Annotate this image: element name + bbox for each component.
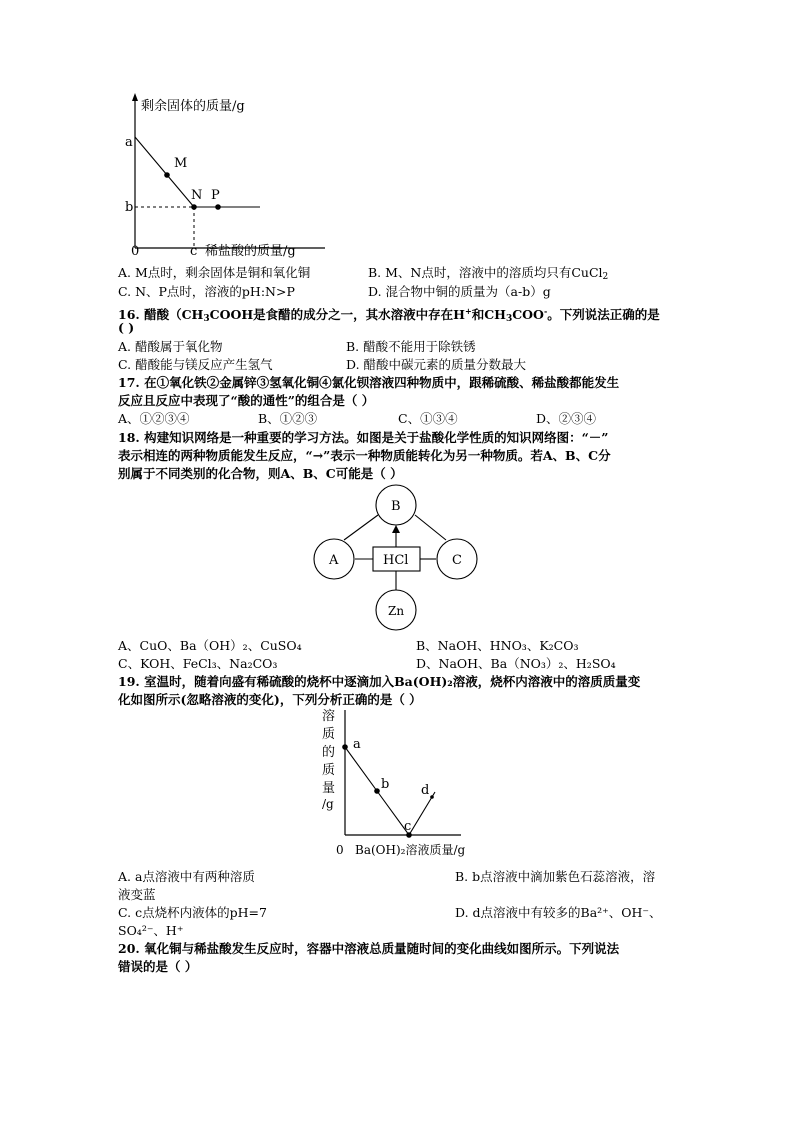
node-c-label: C bbox=[452, 553, 462, 568]
point-b bbox=[374, 788, 380, 794]
label-M: M bbox=[174, 156, 188, 171]
point-a bbox=[342, 744, 348, 750]
ylabel-6: /g bbox=[322, 797, 334, 811]
q16-s6: 3 bbox=[505, 314, 513, 324]
q20-stem-line2: 错误的是（ ） bbox=[118, 959, 198, 974]
q18-option-d: D、NaOH、Ba（NO₃）₂、H₂SO₄ bbox=[416, 656, 616, 671]
q15-option-a: A. M点时，剩余固体是铜和氧化铜 bbox=[118, 265, 311, 280]
label-origin: 0 bbox=[131, 244, 140, 259]
q16-s9: 。下列说法正确的是 bbox=[547, 307, 660, 322]
y-axis-label: 剩余固体的质量/g bbox=[141, 99, 245, 114]
x-axis-label: 稀盐酸的质量/g bbox=[205, 244, 296, 259]
q16-option-d: D. 醋酸中碳元素的质量分数最大 bbox=[346, 357, 527, 372]
q16-option-c: C. 醋酸能与镁反应产生氢气 bbox=[118, 357, 273, 372]
link-b-c bbox=[415, 515, 446, 540]
q16-s3: COOH是食醋的成分之一，其水溶液中存在H bbox=[209, 307, 465, 322]
label-a: a bbox=[125, 135, 133, 150]
q16-stem-line1 bbox=[118, 303, 660, 327]
q15-option-b bbox=[368, 265, 608, 285]
label-c: c bbox=[404, 819, 412, 834]
ylabel-3: 的 bbox=[322, 745, 336, 760]
label-P: P bbox=[211, 188, 220, 203]
curve-descending bbox=[135, 137, 194, 207]
q15-option-d: D. 混合物中铜的质量为（a-b）g bbox=[368, 284, 551, 299]
q19-option-c: C. c点烧杯内液体的pH=7 bbox=[118, 905, 267, 920]
q18-option-a: A、CuO、Ba（OH）₂、CuSO₄ bbox=[118, 638, 302, 653]
chart-remaining-solid bbox=[110, 90, 330, 265]
point-d bbox=[430, 795, 434, 799]
label-a: a bbox=[353, 737, 361, 752]
point-M bbox=[164, 172, 170, 178]
link-a-b bbox=[344, 515, 378, 540]
q16-s4: + bbox=[464, 306, 472, 316]
label-b: b bbox=[381, 777, 390, 792]
q17-option-d: D、②③④ bbox=[536, 411, 597, 426]
q17-stem-line1: 17. 在①氧化铁②金属锌③氢氧化铜④氯化钡溶液四种物质中，跟稀硫酸、稀盐酸都能发生 bbox=[118, 375, 620, 390]
q19-option-d-line2: SO₄²⁻、H⁺ bbox=[118, 923, 184, 938]
ylabel-1: 溶 bbox=[322, 709, 336, 724]
ylabel-4: 质 bbox=[322, 763, 336, 778]
q17-option-a: A、①②③④ bbox=[118, 411, 190, 426]
q15-option-b-text: B. M、N点时，溶液中的溶质均只有CuCl bbox=[368, 265, 603, 280]
q16-s5: 和CH bbox=[471, 307, 506, 322]
q17-option-b: B、①②③ bbox=[258, 411, 318, 426]
q19-option-b-line2: 液变蓝 bbox=[118, 887, 156, 902]
q16-s8: - bbox=[543, 306, 548, 316]
arrowhead-b bbox=[392, 525, 400, 533]
label-c: c bbox=[190, 244, 198, 259]
ylabel-2: 质 bbox=[322, 727, 336, 742]
q19-option-b-line1: B. b点溶液中滴加紫色石蕊溶液，溶 bbox=[455, 869, 656, 884]
q16-s7: COO bbox=[512, 307, 544, 322]
q19-stem-line2: 化如图所示(忽略溶液的变化)，下列分析正确的是（ ） bbox=[118, 692, 422, 707]
node-b-label: B bbox=[391, 499, 401, 514]
q18-stem-line1: 18. 构建知识网络是一种重要的学习方法。如图是关于盐酸化学性质的知识网络图：“－” bbox=[118, 430, 609, 445]
node-zn-label: Zn bbox=[388, 604, 405, 618]
q19-option-a: A. a点溶液中有两种溶质 bbox=[118, 869, 255, 884]
q18-stem-line3: 别属于不同类别的化合物，则A、B、C可能是（ ） bbox=[118, 466, 403, 481]
label-N: N bbox=[191, 188, 203, 203]
node-hcl-label: HCl bbox=[383, 553, 409, 568]
q19-stem-line1: 19. 室温时，随着向盛有稀硫酸的烧杯中逐滴加入Ba(OH)₂溶液，烧杯内溶液中的溶质质量变 bbox=[118, 674, 641, 689]
q17-stem-line2: 反应且反应中表现了“酸的通性”的组合是（ ） bbox=[118, 393, 375, 408]
label-d: d bbox=[421, 783, 430, 798]
q16-option-a: A. 醋酸属于氧化物 bbox=[118, 339, 223, 354]
q18-option-c: C、KOH、FeCl₃、Na₂CO₃ bbox=[118, 656, 278, 671]
q16-s1: 16. 醋酸（CH bbox=[118, 307, 204, 322]
q18-option-b: B、NaOH、HNO₃、K₂CO₃ bbox=[416, 638, 579, 653]
label-b: b bbox=[125, 200, 134, 215]
q15-option-c: C. N、P点时，溶液的pH:N>P bbox=[118, 284, 295, 299]
ylabel-5: 量 bbox=[322, 781, 336, 796]
q16-stem-line2: ( ) bbox=[118, 320, 135, 335]
label-origin: 0 bbox=[336, 843, 344, 857]
hcl-network-diagram bbox=[300, 480, 500, 640]
chart-solute-mass bbox=[318, 702, 478, 862]
q15-option-b-sub: 2 bbox=[602, 272, 609, 282]
node-a-label: A bbox=[329, 553, 339, 568]
q20-stem-line1: 20. 氧化铜与稀盐酸发生反应时，容器中溶液总质量随时间的变化曲线如图所示。下列说法 bbox=[118, 941, 620, 956]
q16-s2: 3 bbox=[203, 314, 210, 324]
q16-option-b: B. 醋酸不能用于除铁锈 bbox=[346, 339, 476, 354]
point-N bbox=[191, 204, 197, 210]
q19-option-d-line1: D. d点溶液中有较多的Ba²⁺、OH⁻、 bbox=[455, 905, 662, 920]
q17-option-c: C、①③④ bbox=[398, 411, 458, 426]
point-P bbox=[215, 204, 221, 210]
x-axis-label: Ba(OH)₂溶液质量/g bbox=[355, 843, 466, 857]
q18-stem-line2: 表示相连的两种物质能发生反应，“→”表示一种物质能转化为另一种物质。若A、B、C分 bbox=[118, 448, 611, 463]
y-arrow bbox=[132, 93, 138, 101]
